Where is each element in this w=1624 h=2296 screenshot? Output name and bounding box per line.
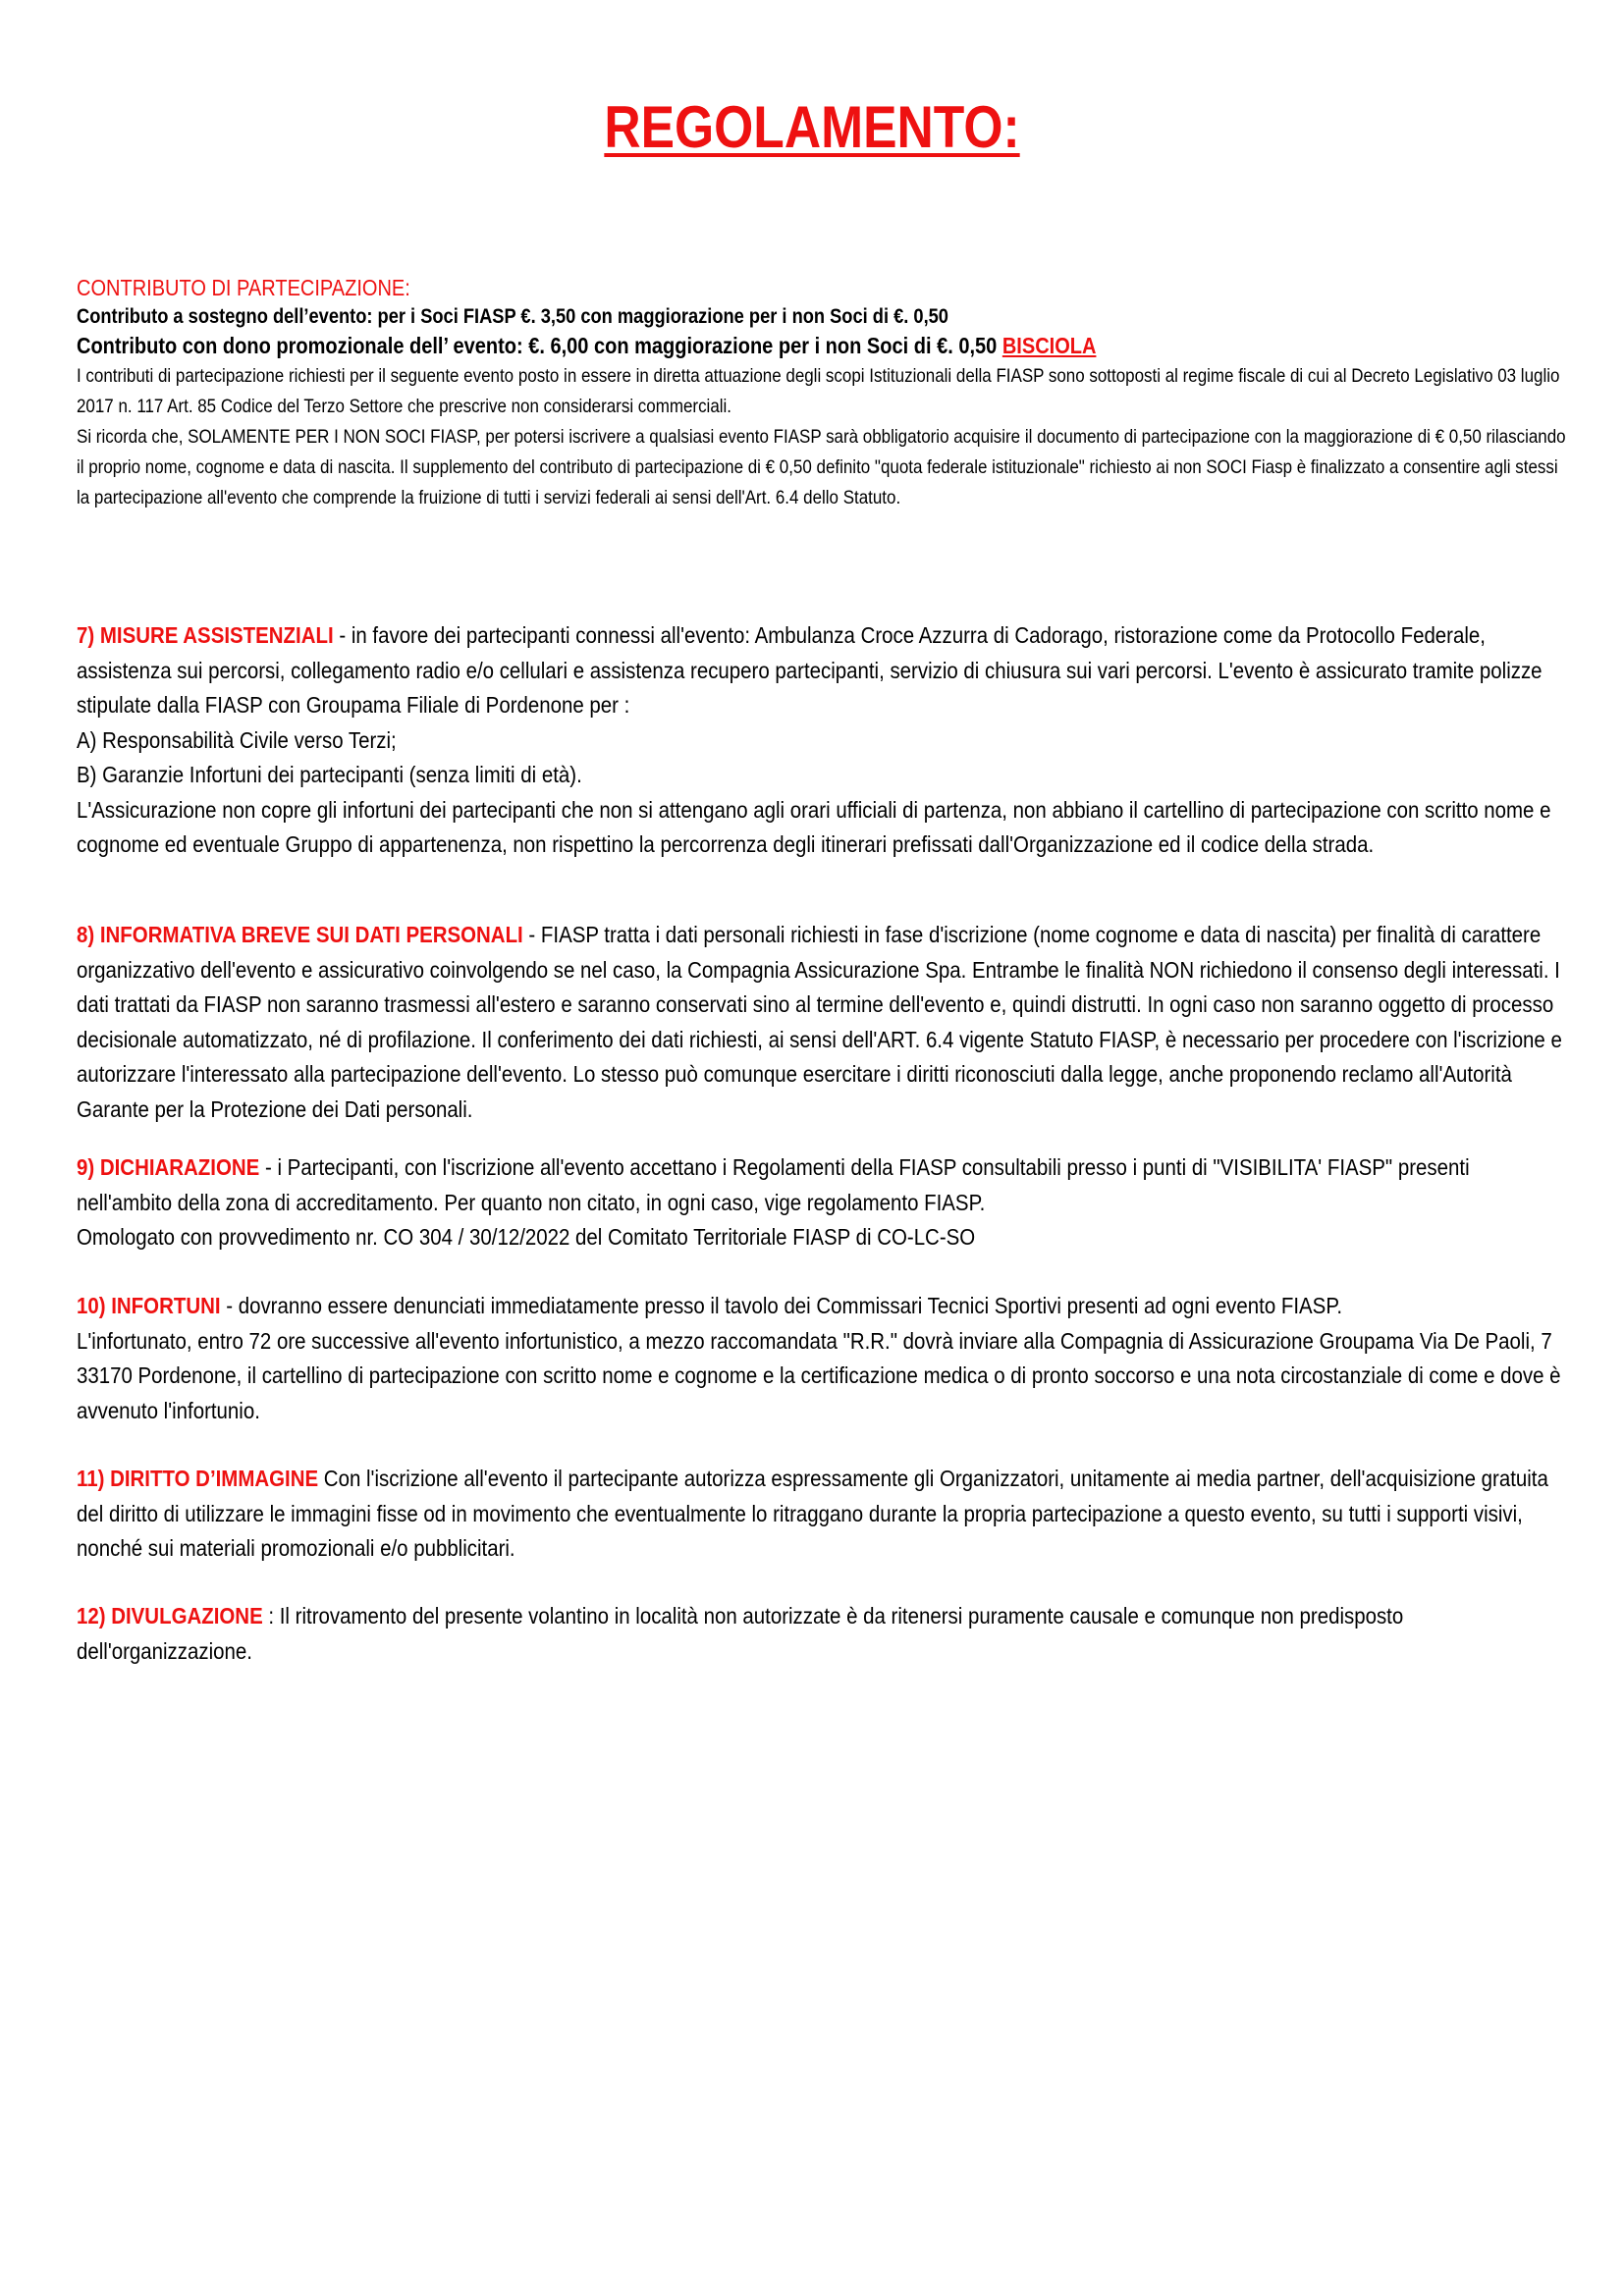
contributo-heading: CONTRIBUTO DI PARTECIPAZIONE: — [77, 275, 410, 300]
contributo-section — [77, 273, 1569, 513]
contributo-dono-line: Contributo con dono promozionale dell’ evento: €. 6,00 con maggiorazione per i non Soci di €. 0,50 BISCIOLA — [77, 333, 1097, 358]
list-item: A) Responsabilità Civile verso Terzi; — [77, 726, 397, 753]
section-text: L'infortunato, entro 72 ore successive all'evento infortunistico, a mezzo raccomandata "R.R." dovrà inviare alla Compagnia di Assicurazione Groupama Via De Paoli, 7 33170 Pordenone, il cartellino di partecipazione con scritto nome e cognome e la certificazione medica o di pronto soccorso e una nota circostanziale di come e dove è avvenuto l'infortunio. — [77, 1327, 1561, 1423]
section-divulgazione — [77, 1599, 1569, 1669]
list-item: B) Garanzie Infortuni dei partecipanti (senza limiti di età). — [77, 762, 582, 787]
section-infortuni — [77, 1289, 1569, 1428]
section-heading: 12) DIVULGAZIONE — [77, 1603, 263, 1629]
section-heading: 9) DICHIARAZIONE — [77, 1154, 260, 1180]
page-title: REGOLAMENTO: — [604, 94, 1020, 160]
section-heading: 10) INFORTUNI — [77, 1293, 221, 1318]
bisciola-link[interactable]: BISCIOLA — [1001, 333, 1097, 358]
section-misure-assistenziali — [77, 618, 1569, 863]
section-heading: 7) MISURE ASSISTENZIALI — [77, 622, 334, 648]
section-text: - in favore dei partecipanti connessi all'evento: Ambulanza Croce Azzurra di Cadorago, ristorazione come da Protocollo Federale, assistenza sui percorsi, collegamento radio e/o cellulari e assistenza recupero partecipanti, servizio di chiusura sui vari percorsi. L'evento è assicurato tramite polizze stipulate dalla FIASP con Groupama Filiale di Pordenone per : — [77, 622, 1543, 718]
omologazione-line: Omologato con provvedimento nr. CO 304 / 30/12/2022 del Comitato Territoriale FIASP di CO-LC-SO — [77, 1224, 976, 1250]
section-heading: 11) DIRITTO D’IMMAGINE — [77, 1466, 319, 1491]
section-text: Con l'iscrizione all'evento il partecipante autorizza espressamente gli Organizzatori, unitamente ai media partner, dell'acquisizione gratuita del diritto di utilizzare le immagini fisse od in movimento che eventualmente lo ritraggano durante la propria partecipazione a questo evento, su tutti i supporti visivi, nonché sui materiali promozionali e/o pubblicitari. — [77, 1466, 1548, 1561]
section-informativa-dati — [77, 918, 1569, 1127]
section-text: - dovranno essere denunciati immediatamente presso il tavolo dei Commissari Tecnici Sportivi presenti ad ogni evento FIASP. — [220, 1293, 1343, 1318]
section-dichiarazione — [77, 1150, 1569, 1255]
section-text: : Il ritrovamento del presente volantino in località non autorizzate è da ritenersi puramente causale e comunque non predisposto dell'organizzazione. — [77, 1603, 1404, 1664]
section-diritto-immagine — [77, 1462, 1569, 1567]
contributo-fiscal-paragraph: I contributi di partecipazione richiesti per il seguente evento posto in essere in diretta attuazione degli scopi Istituzionali della FIASP sono sottoposti al regime fiscale di cui al Decreto Legislativo 03 luglio 2017 n. 117 Art. 85 Codice del Terzo Settore che prescrive non considerarsi commerciali. — [77, 365, 1560, 417]
section-heading: 8) INFORMATIVA BREVE SUI DATI PERSONALI — [77, 922, 523, 947]
section-text: L'Assicurazione non copre gli infortuni dei partecipanti che non si attengano agli orari ufficiali di partenza, non abbiano il cartellino di partecipazione con scritto nome e cognome ed eventuale Gruppo di appartenenza, non rispettino la percorrenza degli itinerari prefissati dall'Organizzazione ed il codice della strada. — [77, 796, 1551, 857]
section-text: - FIASP tratta i dati personali richiesti in fase d'iscrizione (nome cognome e data di nascita) per finalità di carattere organizzativo dell'evento e assicurativo coinvolgendo se nel caso, la Compagnia Assicurazione Spa. Entrambe le finalità NON richiedono il consenso degli interessati. I dati trattati da FIASP non saranno trasmessi all'estero e saranno conservati sino al termine dell'evento e, quindi distrutti. In ogni caso non saranno oggetto di processo decisionale automatizzato, né di profilazione. Il conferimento dei dati richiesti, ai sensi dell'ART. 6.4 vigente Statuto FIASP, è necessario per procedere con l'iscrizione e autorizzare l'interessato alla partecipazione dell'evento. Lo stesso può comunque esercitare i diritti riconosciuti dalla legge, anche proponendo reclamo all'Autorità Garante per la Protezione dei Dati personali. — [77, 922, 1562, 1122]
contributo-non-soci-paragraph: Si ricorda che, SOLAMENTE PER I NON SOCI FIASP, per potersi iscrivere a qualsiasi evento FIASP sarà obbligatorio acquisire il documento di partecipazione con la maggiorazione di € 0,50 rilasciando il proprio nome, cognome e data di nascita. Il supplemento del contributo di partecipazione di € 0,50 definito "quota federale istituzionale" richiesto ai non SOCI Fiasp è finalizzato a consentire agli stessi la partecipazione all'evento che comprende la fruizione di tutti i servizi federali ai sensi dell'Art. 6.4 dello Statuto. — [77, 426, 1566, 508]
contributo-heading-text: CONTRIBUTO DI PARTECIPAZIONE — [77, 275, 406, 300]
section-text: - i Partecipanti, con l'iscrizione all'evento accettano i Regolamenti della FIASP consultabili presso i punti di "VISIBILITA' FIASP" presenti nell'ambito della zona di accreditamento. Per quanto non citato, in ogni caso, vige regolamento FIASP. — [77, 1154, 1470, 1215]
contributo-soci-line: Contributo a sostegno dell’evento: per i Soci FIASP €. 3,50 con maggiorazione per i non Soci di €. 0,50 — [77, 305, 948, 328]
